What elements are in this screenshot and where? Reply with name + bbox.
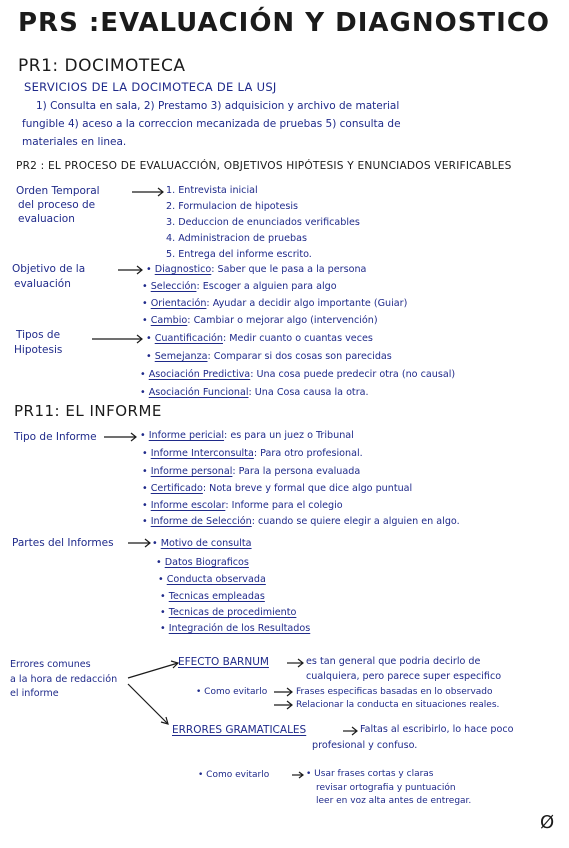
barnum-desc-1: es tan general que podria decirlo de <box>306 656 481 667</box>
hipotesis-item: • Cuantificación: Medir cuanto o cuantas veces <box>146 333 373 344</box>
barnum-como-2: Relacionar la conducta en situaciones reales. <box>296 700 500 710</box>
objetivo-item: • Diagnostico: Saber que le pasa a la persona <box>146 264 367 275</box>
informe-term: Informe de Selección <box>150 516 252 527</box>
orden-label-1: Orden Temporal <box>16 185 100 197</box>
hipotesis-item: • Asociación Funcional: Una Cosa causa la otra. <box>140 387 369 398</box>
gramaticales-desc-2: profesional y confuso. <box>312 740 418 751</box>
informe-item: • Informe de Selección: cuando se quiere elegir a alguien en algo. <box>142 516 460 527</box>
barnum-como-1: Frases especificas basadas en lo observado <box>296 687 493 697</box>
orden-item: 3. Deduccion de enunciados verificables <box>166 217 360 228</box>
gramaticales-term: ERRORES GRAMATICALES <box>172 724 307 736</box>
parte-text: Datos Biograficos <box>164 557 249 568</box>
informe-item: • Certificado: Nota breve y formal que dice algo puntual <box>142 483 413 494</box>
informe-item: • Informe Interconsulta: Para otro profesional. <box>142 448 363 459</box>
hipotesis-term: Cuantificación <box>154 333 223 344</box>
pr1-line-2: fungible 4) aceso a la correccion mecanizada de pruebas 5) consulta de <box>22 118 401 130</box>
hipotesis-term: Semejanza <box>154 351 208 362</box>
hipotesis-item: • Semejanza: Comparar si dos cosas son parecidas <box>146 351 392 362</box>
errores-label-2: a la hora de redacción <box>10 674 118 685</box>
objetivo-term: Cambio <box>150 315 188 326</box>
objetivo-term: Orientación <box>150 298 207 309</box>
informe-item: • Informe pericial: es para un juez o Tribunal <box>140 430 354 441</box>
hipotesis-desc: : Una Cosa causa la otra. <box>248 387 369 398</box>
hipotesis-desc: : Medir cuanto o cuantas veces <box>222 333 373 344</box>
parte-item: • Tecnicas empleadas <box>160 591 265 602</box>
objetivo-label-1: Objetivo de la <box>12 263 86 275</box>
page-title: PRS :EVALUACIÓN Y DIAGNOSTICO <box>18 8 551 38</box>
gramaticales-desc-1: Faltas al escribirlo, lo hace poco <box>360 724 514 735</box>
errores-label-3: el informe <box>10 688 59 699</box>
parte-item: • Tecnicas de procedimiento <box>160 607 297 618</box>
objetivo-desc: : Escoger a alguien para algo <box>196 281 337 292</box>
parte-item: • Conducta observada <box>158 574 266 585</box>
gramaticales-como-1: • Usar frases cortas y claras <box>306 769 434 779</box>
gramaticales-como-2: revisar ortografia y puntuación <box>316 783 456 793</box>
pr1-subheading: SERVICIOS DE LA DOCIMOTECA DE LA USJ <box>24 80 277 94</box>
informe-item: • Informe personal: Para la persona evaluada <box>142 466 361 477</box>
informe-term: Informe personal <box>150 466 233 477</box>
gramaticales-como-label: • Como evitarlo <box>198 770 270 780</box>
hipotesis-term: Asociación Predictiva <box>148 369 251 380</box>
objetivo-label-2: evaluación <box>14 278 71 290</box>
informe-term: Informe pericial <box>148 430 225 441</box>
objetivo-term: Diagnostico <box>154 264 212 275</box>
barnum-como-label: • Como evitarlo <box>196 687 268 697</box>
pr1-line-3: materiales en linea. <box>22 136 127 148</box>
pr1-line-1: 1) Consulta en sala, 2) Prestamo 3) adquisicion y archivo de material <box>36 100 400 112</box>
como-label-text: Como evitarlo <box>204 687 268 697</box>
gramaticales-como-3: leer en voz alta antes de entregar. <box>316 796 472 806</box>
parte-text: Integración de los Resultados <box>168 623 311 634</box>
objetivo-item: • Orientación: Ayudar a decidir algo importante (Guiar) <box>142 298 408 309</box>
hipotesis-desc: : Comparar si dos cosas son parecidas <box>207 351 392 362</box>
informe-term: Informe escolar <box>150 500 226 511</box>
tipos-label-1: Tipos de <box>16 329 61 341</box>
pr11-heading: PR11: EL INFORME <box>14 402 162 420</box>
parte-text: Tecnicas de procedimiento <box>168 607 297 618</box>
informe-desc: : Para otro profesional. <box>253 448 363 459</box>
objetivo-desc: : Saber que le pasa a la persona <box>211 264 367 275</box>
hipotesis-item: • Asociación Predictiva: Una cosa puede predecir otra (no causal) <box>140 369 456 380</box>
orden-label-2: del proceso de <box>18 199 96 211</box>
parte-item: • Motivo de consulta <box>152 538 252 549</box>
informe-term: Informe Interconsulta <box>150 448 254 459</box>
hipotesis-term: Asociación Funcional <box>148 387 249 398</box>
parte-text: Motivo de consulta <box>160 538 252 549</box>
objetivo-term: Selección <box>150 281 197 292</box>
informe-desc: : es para un juez o Tribunal <box>224 430 354 441</box>
hipotesis-desc: : Una cosa puede predecir otra (no causal) <box>250 369 456 380</box>
tipo-informe-label: Tipo de Informe <box>14 431 97 443</box>
objetivo-item: • Selección: Escoger a alguien para algo <box>142 281 337 292</box>
parte-item: • Integración de los Resultados <box>160 623 311 634</box>
informe-term: Certificado <box>150 483 203 494</box>
parte-text: Conducta observada <box>166 574 266 585</box>
informe-desc: : cuando se quiere elegir a alguien en algo. <box>251 516 460 527</box>
orden-item: 2. Formulacion de hipotesis <box>166 201 299 212</box>
parte-text: Tecnicas empleadas <box>168 591 265 602</box>
pr1-heading: PR1: DOCIMOTECA <box>18 56 186 76</box>
objetivo-desc: : Cambiar o mejorar algo (intervención) <box>187 315 378 326</box>
orden-item: 4. Administracion de pruebas <box>166 233 307 244</box>
partes-label: Partes del Informes <box>12 537 114 549</box>
barnum-desc-2: cualquiera, pero parece super especifico <box>306 671 502 682</box>
pr2-heading: PR2 : EL PROCESO DE EVALUACCIÓN, OBJETIVOS HIPÓTESIS Y ENUNCIADOS VERIFICABLES <box>16 160 512 172</box>
como-label-text: Como evitarlo <box>206 770 270 780</box>
informe-desc: : Informe para el colegio <box>225 500 343 511</box>
orden-item: 1. Entrevista inicial <box>166 185 258 196</box>
orden-item: 5. Entrega del informe escrito. <box>166 249 312 260</box>
informe-desc: : Nota breve y formal que dice algo puntual <box>202 483 413 494</box>
objetivo-item: • Cambio: Cambiar o mejorar algo (intervención) <box>142 315 378 326</box>
objetivo-desc: : Ayudar a decidir algo importante (Guiar) <box>206 298 408 309</box>
barnum-term: EFECTO BARNUM <box>178 656 269 668</box>
errores-label-1: Errores comunes <box>10 659 91 670</box>
informe-desc: : Para la persona evaluada <box>232 466 361 477</box>
informe-item: • Informe escolar: Informe para el colegio <box>142 500 343 511</box>
page-mark: Ø <box>540 812 555 833</box>
tipos-label-2: Hipotesis <box>14 344 63 356</box>
orden-label-3: evaluacion <box>18 213 75 225</box>
como-text: Usar frases cortas y claras <box>314 769 434 779</box>
parte-item: • Datos Biograficos <box>156 557 249 568</box>
